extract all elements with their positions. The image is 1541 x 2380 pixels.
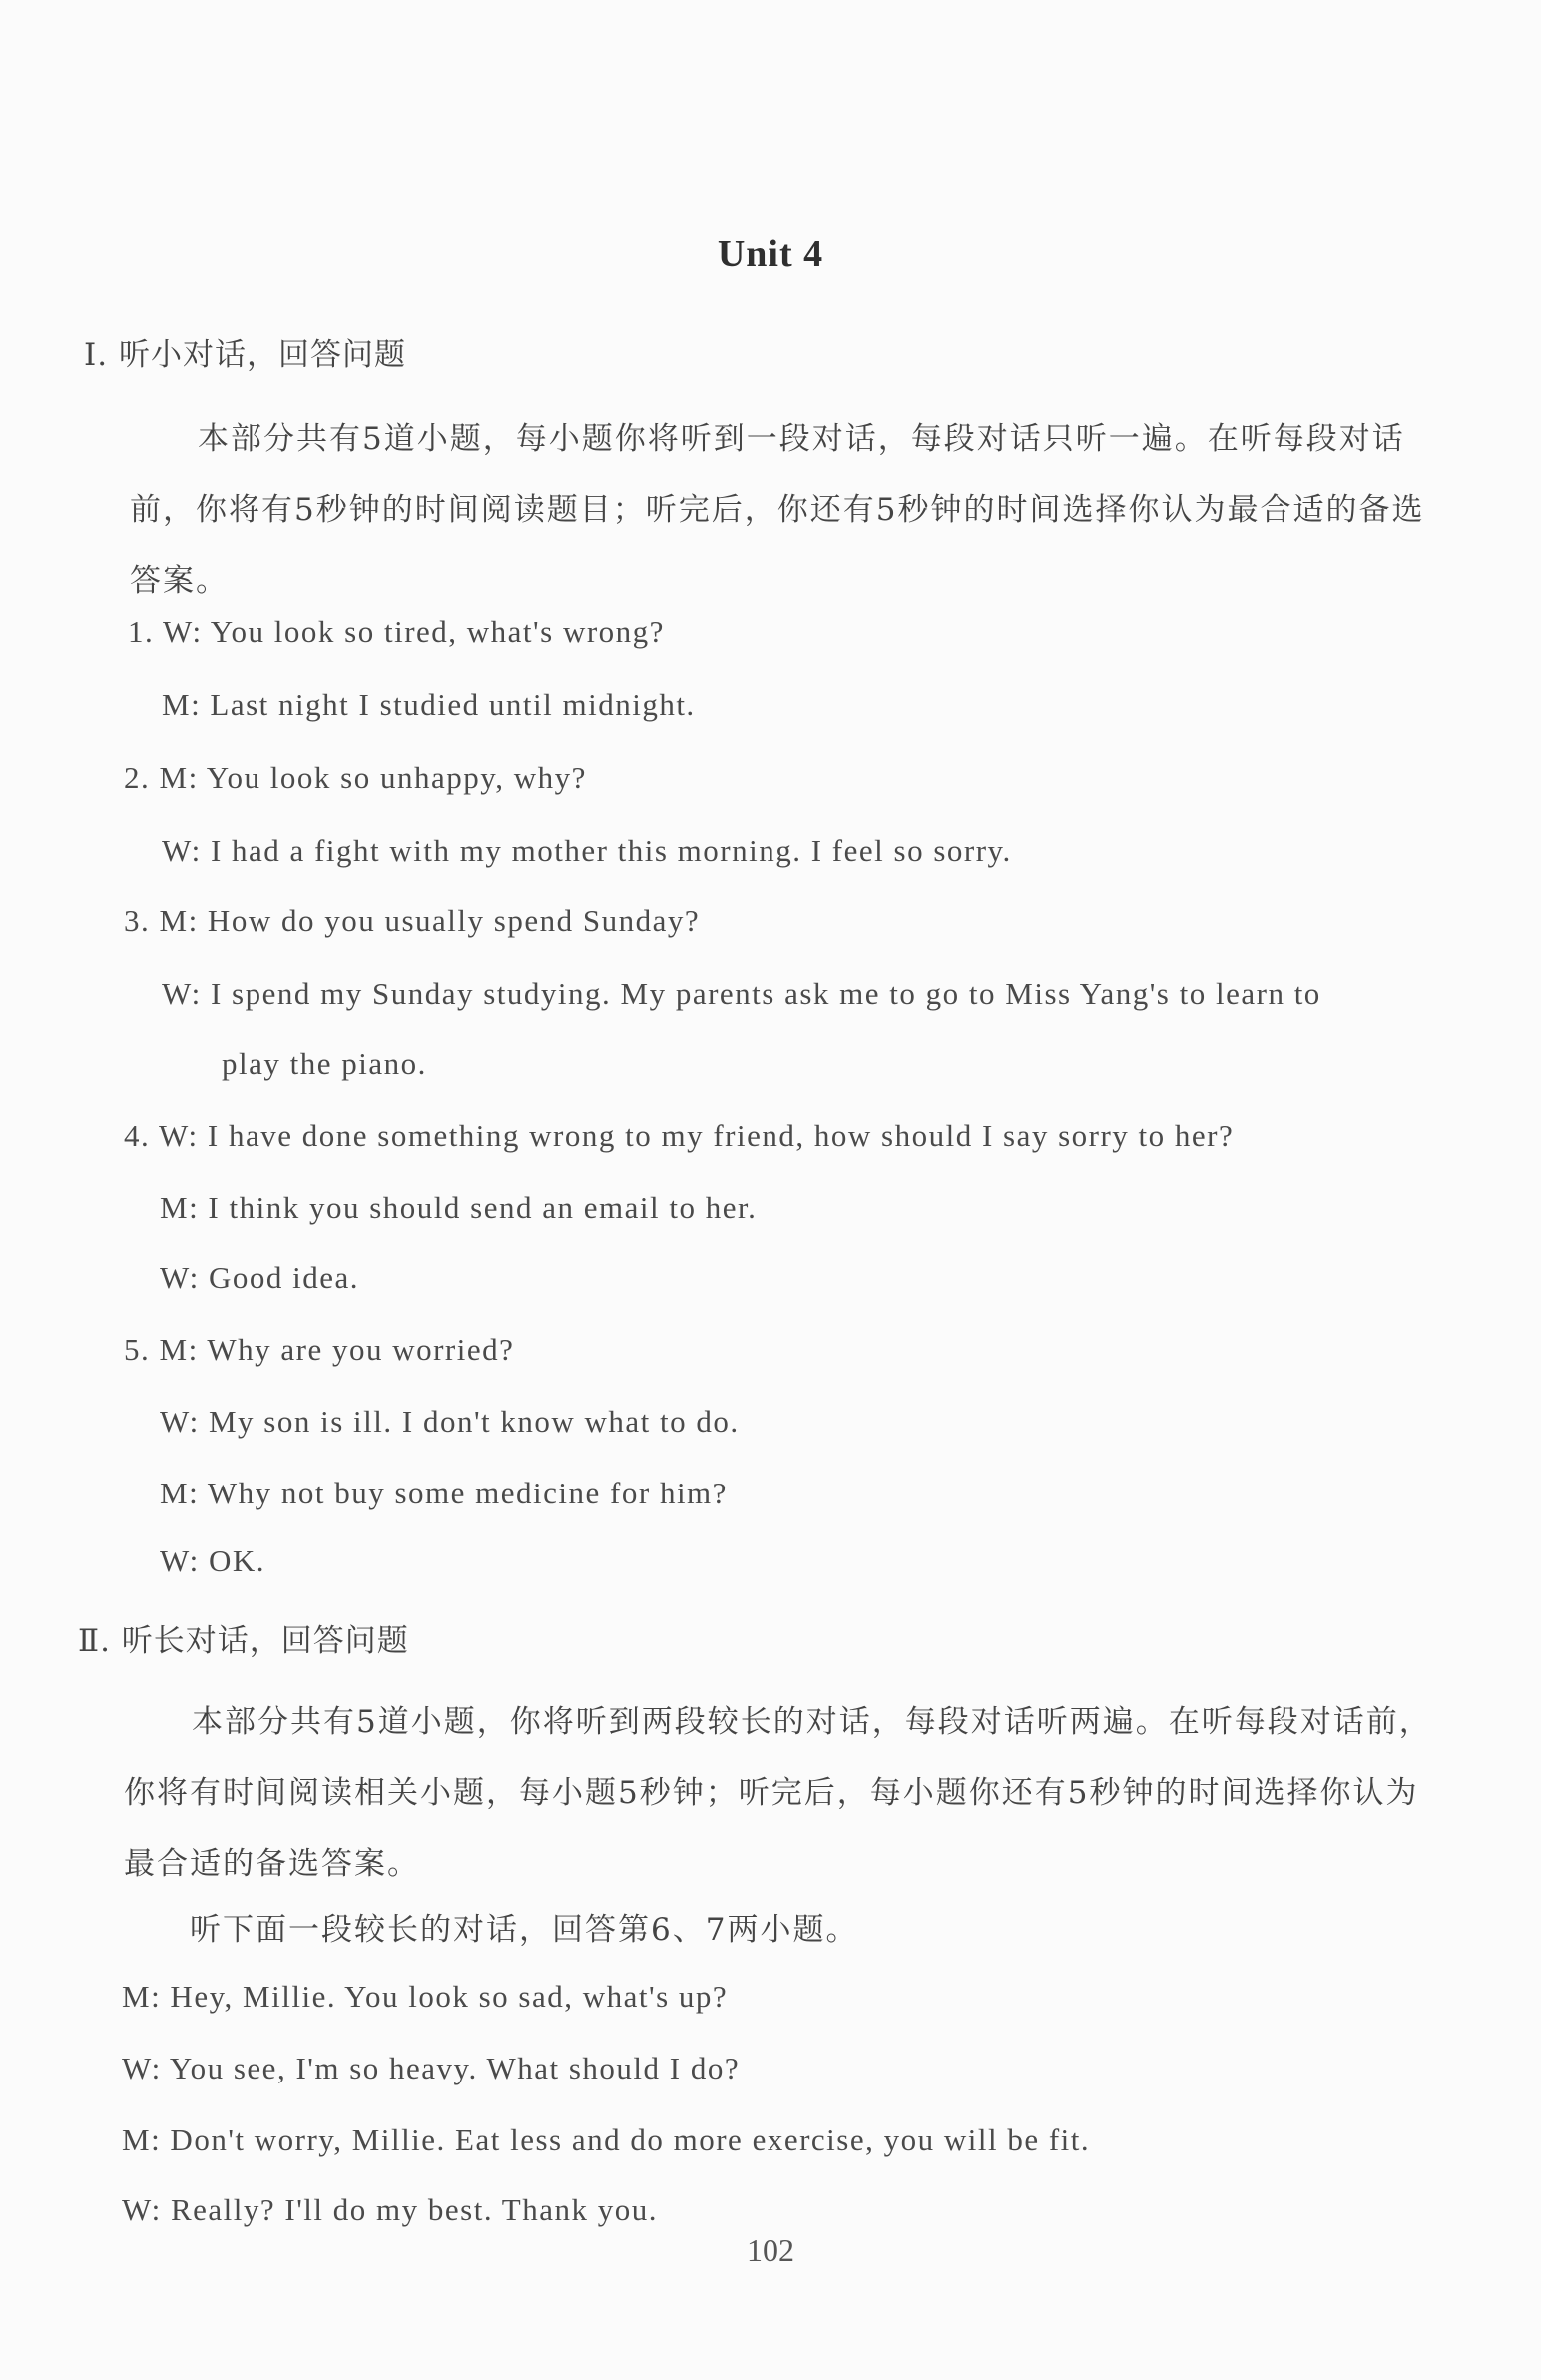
dialogue-line: W: Really? I'll do my best. Thank you. [122,2192,658,2227]
dialogue-line: 2. M: You look so unhappy, why? [124,760,587,795]
dialogue-line: M: I think you should send an email to her. [160,1190,758,1225]
dialogue-line: 3. M: How do you usually spend Sunday? [124,903,701,938]
dialogue-line: play the piano. [222,1046,427,1081]
dialogue-line: W: I spend my Sunday studying. My parents ask me to go to Miss Yang's to learn to [162,976,1321,1011]
dialogue-line: M: Hey, Millie. You look so sad, what's up? [122,1979,729,2014]
dialogue-line: 1. W: You look so tired, what's wrong? [128,614,665,649]
section-2-instructions: 本部分共有5道小题，你将听到两段较长的对话，每段对话听两遍。在听每段对话前，你将有时间阅读相关小题，每小题5秒钟；听完后，每小题你还有5秒钟的时间选择你认为最合适的备选答案。 [124,1704,1432,1882]
section-2-heading: Ⅱ. 听长对话，回答问题 [78,1623,409,1659]
dialogue-line: M: Why not buy some medicine for him? [160,1476,728,1510]
dialogue-line: W: I had a fight with my mother this morning. I feel so sorry. [162,833,1012,868]
dialogue-line: 4. W: I have done something wrong to my friend, how should I say sorry to her? [124,1118,1235,1153]
section-1-heading: Ⅰ. 听小对话，回答问题 [84,337,406,373]
section-2-subinstruction: 听下面一段较长的对话，回答第6、7两小题。 [190,1912,859,1948]
dialogue-line: M: Last night I studied until midnight. [162,687,696,722]
page-number: 102 [747,2232,794,2268]
section-1-instructions: 本部分共有5道小题，每小题你将听到一段对话，每段对话只听一遍。在听每段对话前，你将有5秒钟的时间阅读题目；听完后，你还有5秒钟的时间选择你认为最合适的备选答案。 [130,421,1425,599]
page-title: Unit 4 [717,233,824,275]
dialogue-line: W: Good idea. [160,1260,359,1295]
dialogue-line: M: Don't worry, Millie. Eat less and do more exercise, you will be fit. [122,2122,1091,2157]
dialogue-line: W: You see, I'm so heavy. What should I do? [122,2051,741,2085]
dialogue-line: W: My son is ill. I don't know what to do. [160,1404,740,1439]
dialogue-line: 5. M: Why are you worried? [124,1332,515,1367]
dialogue-line: W: OK. [160,1543,265,1578]
